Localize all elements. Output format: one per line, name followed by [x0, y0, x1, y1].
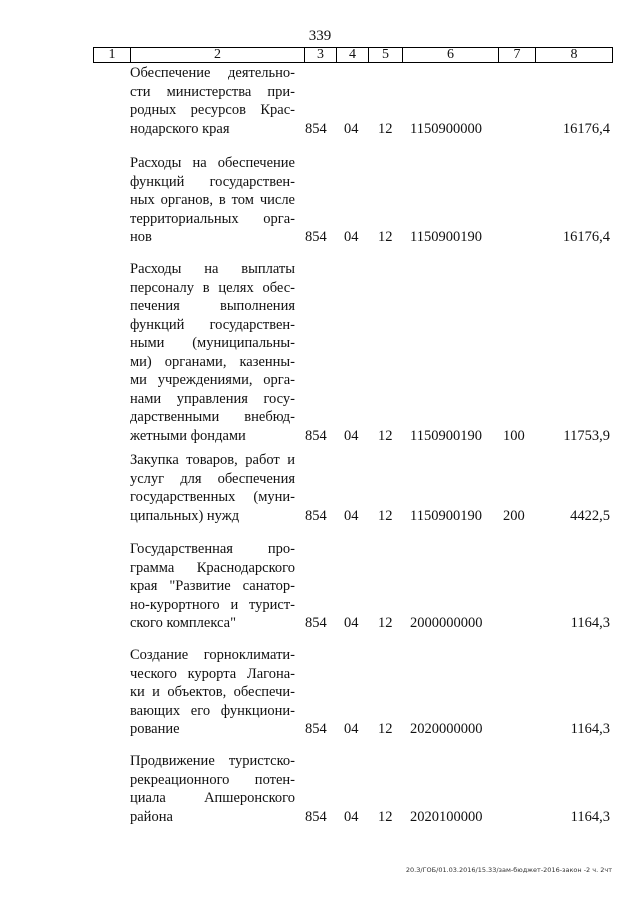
cell-c6: 2020100000	[410, 808, 483, 825]
description-line: Расходы на обеспечение	[130, 155, 295, 171]
description-line: ки и объектов, обеспечи-	[130, 684, 295, 700]
row-description	[130, 154, 295, 247]
cell-c6: 1150900190	[410, 229, 482, 245]
cell-c3: 854	[305, 507, 327, 524]
description-line: Продвижение туристско-	[130, 753, 295, 769]
description-line: функций государствен-	[130, 316, 295, 333]
cell-c8: 1164,3	[570, 808, 610, 825]
page-number: 339	[308, 28, 332, 44]
col-header-6: 6	[403, 48, 499, 63]
description-line: рование	[130, 721, 180, 737]
col-header-8: 8	[536, 48, 613, 63]
cell-c7: 100	[503, 427, 525, 444]
row-description	[130, 451, 295, 525]
description-line: нов	[130, 229, 152, 245]
col-header-3: 3	[305, 48, 337, 63]
cell-c5: 12	[378, 507, 393, 524]
description-line: государственных (муни-	[130, 489, 295, 505]
cell-c4: 04	[344, 721, 359, 737]
description-line: Создание горноклимати-	[130, 647, 295, 663]
description-line: Обеспечение деятельно-	[130, 65, 295, 81]
cell-c6: 2020000000	[410, 721, 483, 737]
cell-c4: 04	[344, 229, 359, 245]
description-line: ными (муниципальны-	[130, 335, 295, 351]
row-description	[130, 646, 295, 739]
description-line: ского комплекса"	[130, 615, 236, 631]
cell-c4: 04	[344, 808, 359, 825]
col-header-4: 4	[337, 48, 369, 63]
cell-c5: 12	[378, 120, 393, 137]
description-line: Закупка товаров, работ и	[130, 452, 295, 468]
cell-c5: 12	[378, 615, 393, 631]
description-line: вающих его функциони-	[130, 702, 295, 719]
column-header-row	[94, 48, 613, 63]
cell-c7: 200	[503, 507, 525, 524]
description-line: нами управления госу-	[130, 390, 295, 407]
cell-c5: 12	[378, 721, 393, 737]
cell-c8: 4422,5	[570, 507, 610, 524]
description-line: Расходы на выплаты	[130, 261, 295, 277]
description-line: функций государствен-	[130, 173, 295, 190]
col-header-1: 1	[94, 48, 131, 63]
footer-note: 20.З/ГОБ/01.03.2016/15.33/зам-бюджет-2016-закон -2 ч. 2чт	[405, 866, 612, 874]
column-header-table	[93, 47, 613, 63]
row-description	[130, 752, 295, 826]
description-line: нодарского края	[130, 120, 230, 137]
description-line: циала Апшеронского	[130, 790, 295, 806]
cell-c5: 12	[378, 427, 393, 444]
description-line: сти министерства при-	[130, 83, 295, 100]
cell-c3: 854	[305, 721, 327, 737]
description-line: ми учреждениями, орга-	[130, 372, 295, 388]
cell-c3: 854	[305, 615, 327, 631]
cell-c6: 1150900000	[410, 120, 482, 137]
cell-c6: 2000000000	[410, 615, 483, 631]
col-header-5: 5	[369, 48, 403, 63]
cell-c4: 04	[344, 120, 359, 137]
cell-c3: 854	[305, 427, 327, 444]
description-line: печения выполнения	[130, 298, 295, 314]
cell-c3: 854	[305, 120, 327, 137]
cell-c4: 04	[344, 427, 359, 444]
cell-c3: 854	[305, 808, 327, 825]
description-line: ципальных) нужд	[130, 507, 240, 524]
cell-c8: 1164,3	[570, 721, 610, 737]
cell-c6: 1150900190	[410, 427, 482, 444]
description-line: края "Развитие санатор-	[130, 578, 295, 594]
cell-c8: 16176,4	[562, 229, 610, 245]
description-line: услуг для обеспечения	[130, 470, 295, 487]
cell-c8: 1164,3	[570, 615, 610, 631]
cell-c6: 1150900190	[410, 507, 482, 524]
description-line: грамма Краснодарского	[130, 559, 295, 576]
row-description	[130, 260, 295, 445]
row-description	[130, 64, 295, 138]
cell-c5: 12	[378, 808, 393, 825]
description-line: рекреационного потен-	[130, 771, 295, 788]
description-line: персоналу в целях обес-	[130, 279, 295, 296]
cell-c8: 11753,9	[563, 427, 610, 444]
description-line: ных органов, в том числе	[130, 192, 295, 208]
col-header-2: 2	[131, 48, 305, 63]
cell-c4: 04	[344, 507, 359, 524]
description-line: территориальных орга-	[130, 210, 295, 227]
description-line: ческого курорта Лагона-	[130, 665, 295, 682]
description-line: района	[130, 808, 173, 825]
cell-c5: 12	[378, 229, 393, 245]
description-line: родных ресурсов Крас-	[130, 102, 295, 118]
description-line: жетными фондами	[130, 427, 246, 444]
col-header-7: 7	[499, 48, 536, 63]
description-line: ми) органами, казенны-	[130, 353, 295, 370]
cell-c8: 16176,4	[562, 120, 610, 137]
cell-c3: 854	[305, 229, 327, 245]
description-line: но-курортного и турист-	[130, 596, 295, 613]
cell-c4: 04	[344, 615, 359, 631]
description-line: Государственная про-	[130, 541, 295, 557]
row-description	[130, 540, 295, 633]
description-line: дарственными внебюд-	[130, 409, 295, 425]
